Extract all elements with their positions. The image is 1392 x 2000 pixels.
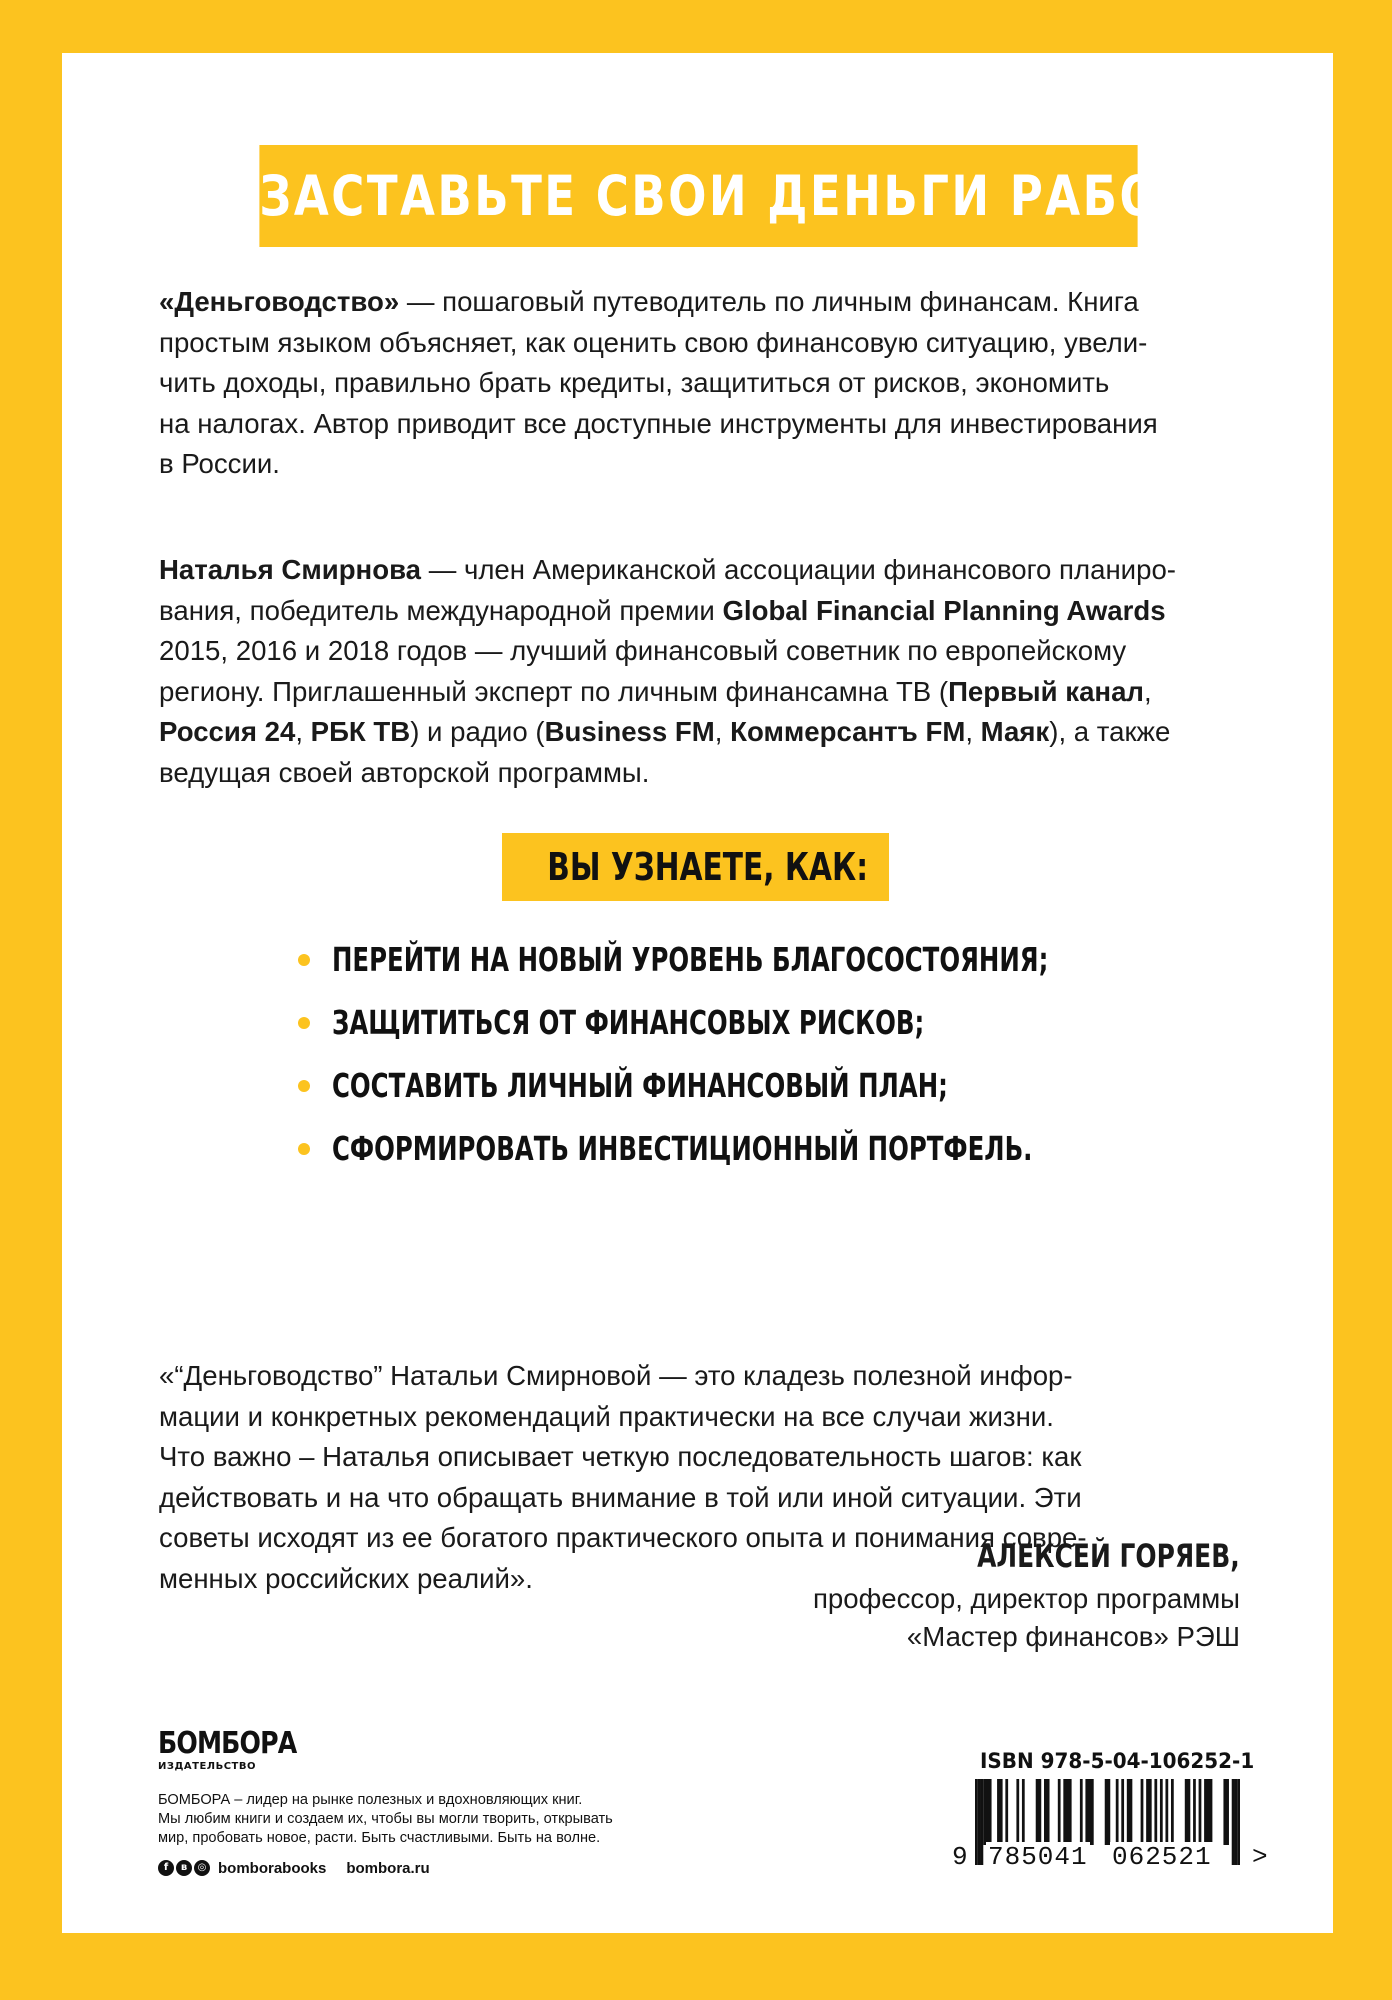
barcode-bar [1199, 1779, 1202, 1845]
publisher-social [158, 1858, 430, 1878]
barcode-bar [1223, 1779, 1229, 1845]
barcode-bar [981, 1779, 984, 1865]
barcode-bar [983, 1779, 991, 1845]
vk-icon[interactable]: в [176, 1860, 192, 1876]
quote-author-role: профессор, директор программы [812, 1583, 1240, 1614]
list-item-text: ПЕРЕЙТИ НА НОВЫЙ УРОВЕНЬ БЛАГОСОСТОЯНИЯ; [332, 940, 1049, 979]
publisher-logo-wordmark: БОМБОРА [158, 1726, 297, 1761]
bullet-dot-icon [298, 1080, 310, 1092]
bio-text: , [1143, 675, 1152, 707]
barcode-bar [997, 1779, 1003, 1845]
instagram-icon[interactable]: ◎ [194, 1860, 210, 1876]
barcode-bar [1058, 1779, 1061, 1845]
award-name: Global Financial Planning Awards [722, 594, 1166, 626]
barcode-bar [1127, 1779, 1133, 1845]
author-bio-paragraph [159, 550, 1239, 793]
radio-station: Коммерсантъ FM [730, 716, 966, 747]
bio-text: , [295, 716, 311, 747]
publisher-logo-subtitle: ИЗДАТЕЛЬСТВО [158, 1761, 256, 1772]
bullet-dot-icon [298, 954, 310, 966]
bio-text: ) и радио ( [410, 716, 545, 747]
isbn-label: ISBN 978-5-04-106252-1 [980, 1749, 1255, 1773]
publisher-blurb [158, 1791, 613, 1848]
bio-text: вания, победитель международной премии [159, 594, 723, 626]
barcode-digit-first: 9 [952, 1842, 969, 1872]
list-item-text: СФОРМИРОВАТЬ ИНВЕСТИЦИОННЫЙ ПОРТФЕЛЬ. [332, 1129, 1033, 1168]
barcode-bar [1232, 1779, 1235, 1865]
bio-text: , [965, 716, 981, 747]
social-handle-link[interactable]: bomborabooks [218, 1859, 327, 1877]
intro-line: в России. [159, 448, 280, 479]
barcode-bar [975, 1779, 978, 1865]
barcode-end-marker: > [1252, 1842, 1269, 1872]
bio-text: 2015, 2016 и 2018 годов — лучший финансовый советник по европейскому [159, 635, 1127, 666]
bio-text: — член Американской ассоциации финансового планиро- [421, 554, 1176, 585]
barcode-bar [1146, 1779, 1152, 1845]
radio-station: Business FM [544, 716, 715, 747]
bio-text: ), а также [1049, 716, 1171, 747]
radio-station: Маяк [980, 716, 1050, 747]
barcode-bar [1063, 1779, 1071, 1845]
quote-line: действовать и на что обращать внимание в той или иной ситуации. Эти [159, 1481, 1082, 1513]
barcode-bar [1036, 1779, 1042, 1845]
barcode-digits-left: 785041 [988, 1842, 1088, 1872]
barcode-bar [1085, 1779, 1093, 1845]
barcode-bar [1016, 1779, 1019, 1845]
barcode-bar [1105, 1779, 1111, 1845]
barcode-bar [1234, 1779, 1237, 1865]
bio-text: ведущая своей авторской программы. [159, 756, 650, 788]
facebook-icon[interactable]: f [158, 1860, 174, 1876]
intro-line: чить доходы, правильно брать кредиты, защититься от рисков, экономить [159, 367, 1110, 398]
barcode-bar [1237, 1779, 1240, 1865]
quote-line: Что важно – Наталья описывает четкую последовательность шагов: как [159, 1441, 1082, 1472]
quote-line: «“Деньговодство” Натальи Смирновой — это кладезь полезной инфор- [159, 1360, 1073, 1391]
intro-line: на налогах. Автор приводит все доступные инструменты для инвестирования [159, 407, 1158, 439]
publisher-logo [158, 1727, 358, 1783]
list-item-text: ЗАЩИТИТЬСЯ ОТ ФИНАНСОВЫХ РИСКОВ; [332, 1003, 925, 1042]
barcode-bar [1204, 1779, 1212, 1845]
quote-line: мации и конкретных рекомендаций практически на все случаи жизни. [159, 1400, 1054, 1432]
barcode-bar [1171, 1779, 1174, 1845]
bullet-dot-icon [298, 1143, 310, 1155]
barcode-digits-right: 062521 [1112, 1842, 1212, 1872]
intro-line: простым языком объясняет, как оценить свою финансовую ситуацию, увели- [159, 326, 1148, 358]
barcode-bar [1165, 1779, 1168, 1845]
intro-line: — пошаговый путеводитель по личным финансам. Книга [399, 286, 1139, 317]
author-name: Наталья Смирнова [159, 554, 422, 585]
bullet-dot-icon [298, 1017, 310, 1029]
list-item-text: СОСТАВИТЬ ЛИЧНЫЙ ФИНАНСОВЫЙ ПЛАН; [332, 1066, 948, 1105]
headline-banner: ЗАСТАВЬТЕ СВОИ ДЕНЬГИ РАБОТАТЬ! [259, 145, 1137, 247]
barcode-bar [1154, 1779, 1157, 1845]
barcode-bar [1044, 1779, 1050, 1845]
intro-paragraph [159, 282, 1239, 485]
bio-text: , [714, 716, 731, 747]
tv-channel: РБК ТВ [310, 716, 411, 747]
quote-author-name: АЛЕКСЕЙ ГОРЯЕВ, [977, 1537, 1240, 1575]
blurb-line: БОМБОРА – лидер на рынке полезных и вдохновляющих книг. [158, 1792, 583, 1808]
learn-heading-text: ВЫ УЗНАЕТЕ, КАК: [547, 845, 869, 889]
tv-channel: Первый канал [948, 675, 1144, 707]
website-link[interactable]: bombora.ru [346, 1859, 430, 1877]
bio-text: региону. Приглашенный эксперт по личным финансамна ТВ ( [159, 675, 949, 707]
learn-heading [502, 833, 889, 901]
tv-channel: Россия 24 [159, 716, 296, 747]
barcode-bar [1005, 1779, 1008, 1845]
quote-line: советы исходят из ее богатого практического опыта и понимания совре- [159, 1522, 1087, 1553]
quote-line: менных российских реалий». [159, 1562, 533, 1594]
book-title: «Деньговодство» [159, 286, 400, 317]
barcode-bar [1160, 1779, 1163, 1845]
quote-author-program: «Мастер финансов» РЭШ [906, 1621, 1240, 1652]
barcode-bar [1141, 1779, 1144, 1845]
blurb-line: мир, пробовать новое, расти. Быть счастливыми. Быть на волне. [158, 1830, 601, 1846]
barcode-bar [1022, 1779, 1025, 1845]
blurb-line: Мы любим книги и создаем их, чтобы вы могли творить, открывать [158, 1811, 613, 1827]
barcode-bar [1193, 1779, 1196, 1845]
barcode-bar [1080, 1779, 1083, 1845]
barcode-bar [978, 1779, 981, 1865]
barcode-bar [1185, 1779, 1191, 1845]
